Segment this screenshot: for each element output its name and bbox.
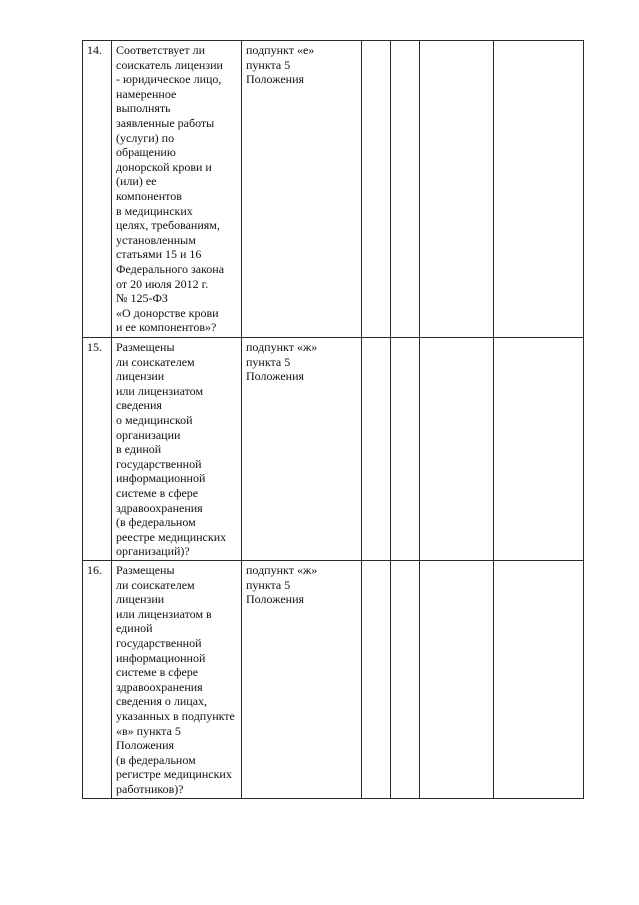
notes-cell <box>494 338 584 561</box>
question-text: Размещены ли соискателем лицензии или лицензиатом в единой государственной информационной системе в сфере здравоохранения сведения о лицах, указанных в подпункте «в» пункта 5 Положения (в федеральном регистре медицинских работников)? <box>112 561 242 799</box>
notes-cell <box>494 41 584 338</box>
answer-no-cell <box>391 338 420 561</box>
answer-yes-cell <box>362 41 391 338</box>
question-text: Размещены ли соискателем лицензии или лицензиатом сведения о медицинской организации в единой государственной информационной системе в сфере здравоохранения (в федеральном реестре медицинских организаций)? <box>112 338 242 561</box>
not-applicable-cell <box>420 41 494 338</box>
answer-no-cell <box>391 41 420 338</box>
row-number: 14. <box>83 41 112 338</box>
regulation-reference: подпункт «ж» пункта 5 Положения <box>242 561 362 799</box>
answer-no-cell <box>391 561 420 799</box>
answer-yes-cell <box>362 561 391 799</box>
regulation-reference: подпункт «е» пункта 5 Положения <box>242 41 362 338</box>
answer-yes-cell <box>362 338 391 561</box>
regulation-reference: подпункт «ж» пункта 5 Положения <box>242 338 362 561</box>
notes-cell <box>494 561 584 799</box>
table-row <box>83 41 584 338</box>
table-row <box>83 338 584 561</box>
question-text: Соответствует ли соискатель лицензии - юридическое лицо, намеренное выполнять заявленные работы (услуги) по обращению донорской крови и (или) ее компонентов в медицинских целях, требованиям, установленным статьями 15 и 16 Федерального закона от 20 июля 2012 г. № 125-ФЗ «О донорстве крови и ее компонентов»? <box>112 41 242 338</box>
not-applicable-cell <box>420 338 494 561</box>
not-applicable-cell <box>420 561 494 799</box>
checklist-table <box>82 40 584 799</box>
row-number: 16. <box>83 561 112 799</box>
table-row <box>83 561 584 799</box>
row-number: 15. <box>83 338 112 561</box>
